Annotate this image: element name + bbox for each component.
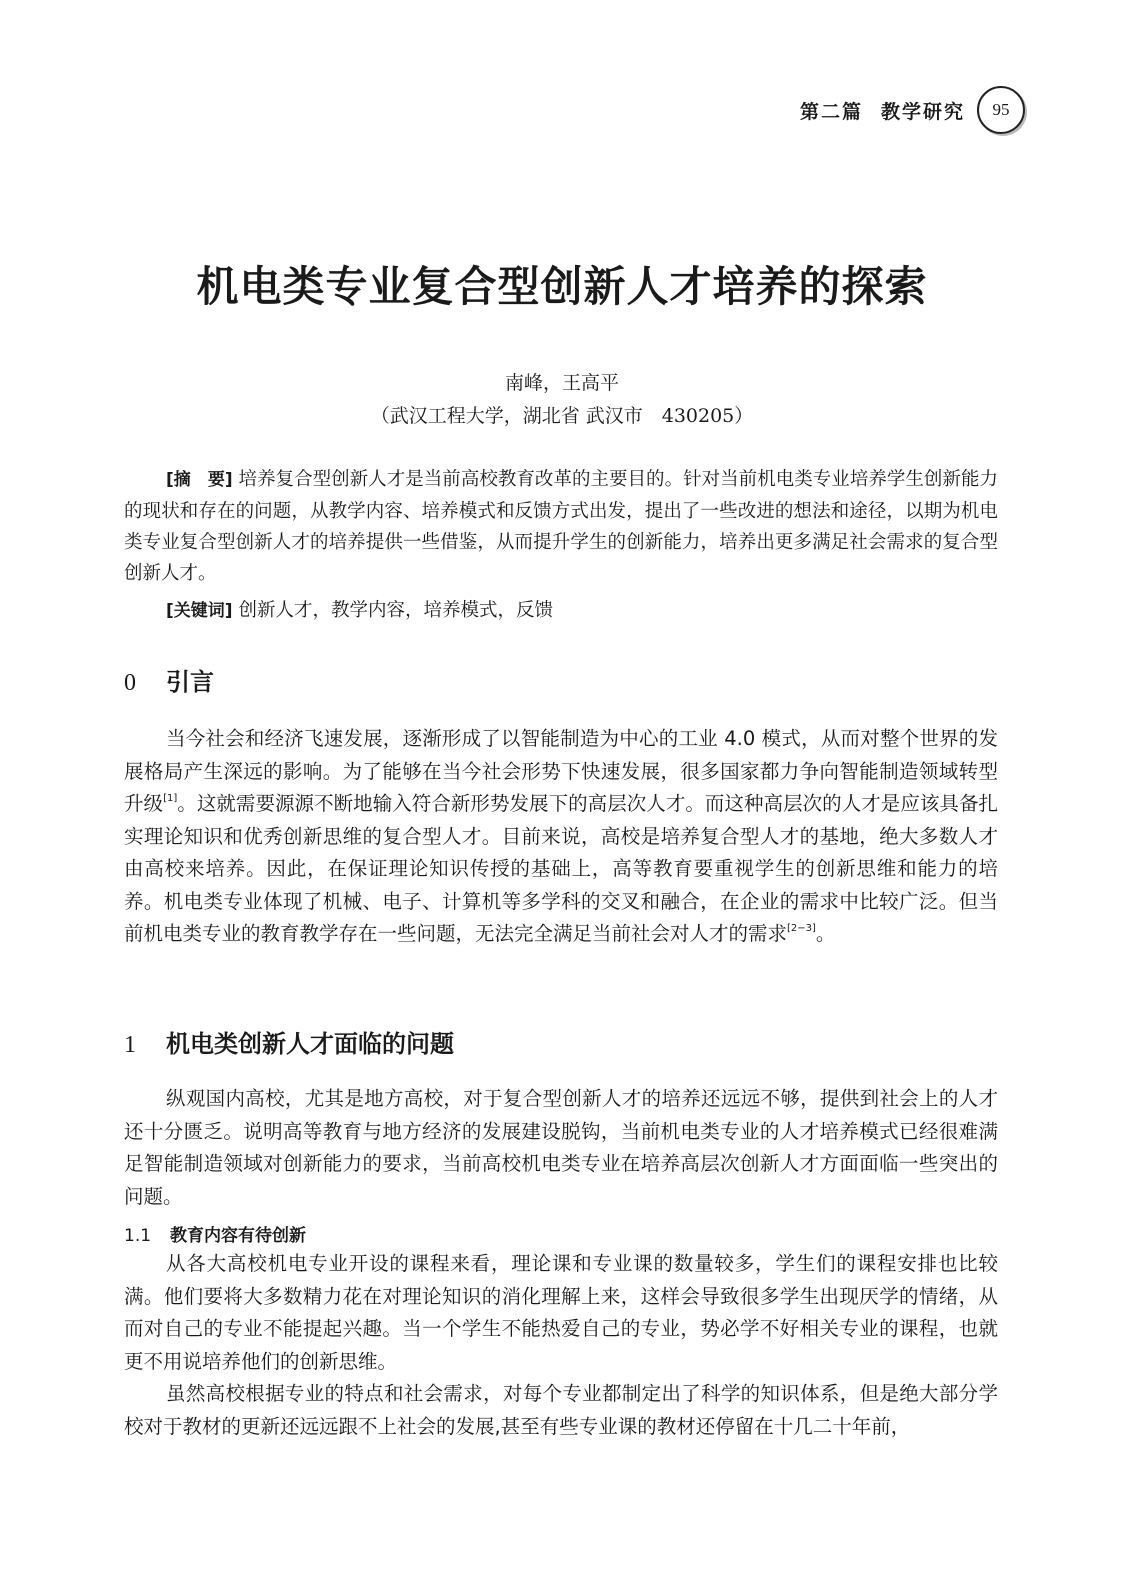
citation: [1]: [163, 793, 178, 804]
subsection-heading: [124, 1221, 306, 1246]
section-title: 机电类创新人才面临的问题: [166, 1030, 454, 1058]
abstract-text: 培养复合型创新人才是当前高校教育改革的主要目的。针对当前机电类专业培养学生创新能力的现状和存在的问题，从教学内容、培养模式和反馈方式出发，提出了一些改进的想法和途径，以期为机电类专业复合型创新人才的培养提供一些借鉴，从而提升学生的创新能力，培养出更多满足社会需求的复合型创新人才。: [124, 469, 998, 584]
keywords-tag: [关键词]: [166, 601, 233, 621]
citation: [2−3]: [787, 923, 816, 934]
affiliation: （武汉工程大学，湖北省 武汉市 430205）: [370, 405, 754, 427]
keywords-text: 创新人才，教学内容，培养模式，反馈: [238, 600, 553, 621]
section-title: 引言: [166, 668, 214, 696]
subsection-title: 教育内容有待创新: [170, 1226, 306, 1246]
paragraph-text: 当今社会和经济飞速发展，逐渐形成了以智能制造为中心的工业 4.0 模式，从而对整个世界的发展格局产生深远的影响。为了能够在当今社会形势下快速发展，很多国家都力争向智能制造领域转型升级: [124, 727, 998, 815]
abstract: [124, 464, 998, 589]
subsection-paragraph-2: 虽然高校根据专业的特点和社会需求，对每个专业都制定出了科学的知识体系，但是绝大部分学校对于教材的更新还远远跟不上社会的发展,甚至有些专业课的教材还停留在十几二十年前，: [124, 1382, 998, 1438]
subsection-paragraph-1: 从各大高校机电专业开设的课程来看，理论课和专业课的数量较多，学生们的课程安排也比较满。他们要将大多数精力花在对理论知识的消化理解上来，这样会导致很多学生出现厌学的情绪，从而对自己的专业不能提起兴趣。当一个学生不能热爱自己的专业，势必学不好相关专业的课程，也就更不用说培养他们的创新思维。: [124, 1252, 998, 1373]
section-heading-1: [124, 1024, 454, 1059]
section-heading-0: [124, 662, 214, 697]
intro-paragraph: [124, 723, 998, 951]
paragraph-text: 。: [815, 922, 836, 945]
part-label: 第二篇: [800, 101, 864, 123]
section-label: 教学研究: [881, 101, 966, 123]
section1-paragraph: 纵观国内高校，尤其是地方高校，对于复合型创新人才的培养还远远不够，提供到社会上的人才还十分匮乏。说明高等教育与地方经济的发展建设脱钩，当前机电类专业的人才培养模式已经很难满足智能制造领域对创新能力的要求，当前高校机电类专业在培养高层次创新人才方面面临一些突出的问题。: [124, 1087, 998, 1208]
running-head: [800, 97, 965, 124]
abstract-tag: [摘 要]: [166, 470, 233, 490]
section-number: 1: [124, 1032, 136, 1058]
page-number: 95: [977, 86, 1025, 134]
section-number: 0: [124, 670, 136, 696]
paper-title: 机电类专业复合型创新人才培养的探索: [196, 262, 928, 311]
keywords: [166, 596, 553, 622]
authors: 南峰，王高平: [504, 372, 619, 394]
subsection-number: 1.1: [124, 1226, 152, 1246]
paragraph-text: 。这就需要源源不断地输入符合新形势发展下的高层次人才。而这种高层次的人才是应该具备扎实理论知识和优秀创新思维的复合型人才。目前来说，高校是培养复合型人才的基地，绝大多数人才由高校来培养。因此，在保证理论知识传授的基础上，高等教育要重视学生的创新思维和能力的培养。机电类专业体现了机械、电子、计算机等多学科的交叉和融合，在企业的需求中比较广泛。但当前机电类专业的教育教学存在一些问题，无法完全满足当前社会对人才的需求: [124, 792, 998, 945]
